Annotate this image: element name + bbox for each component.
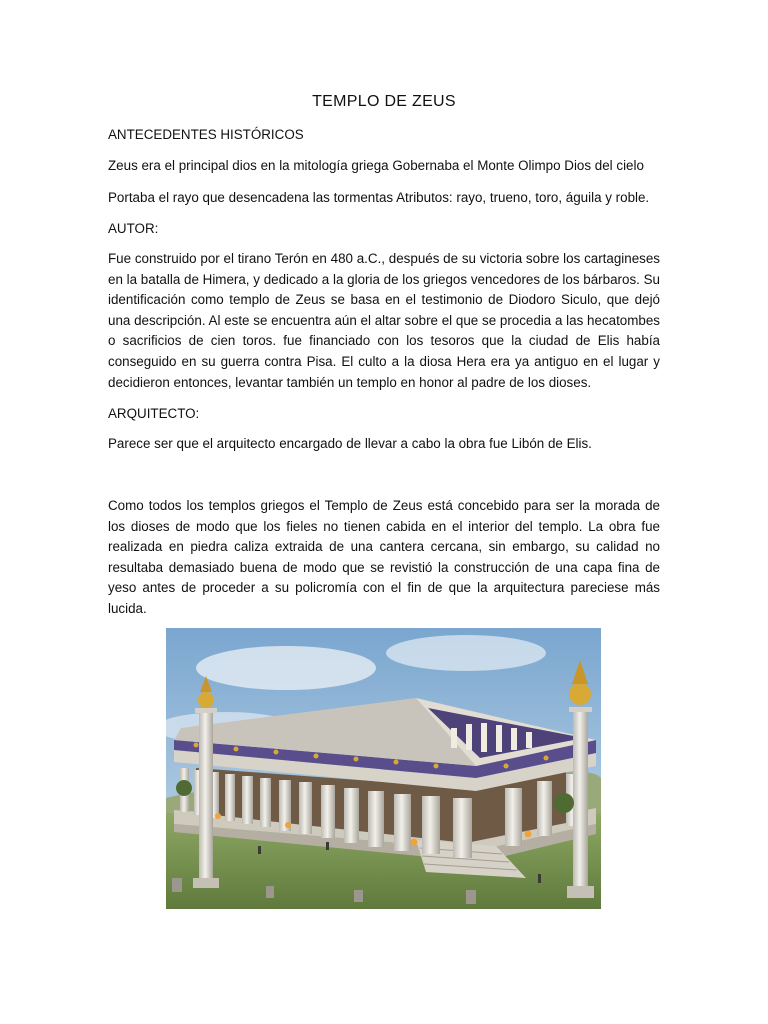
page-title: TEMPLO DE ZEUS — [312, 93, 456, 110]
paragraph-autor: Fue construido por el tirano Terón en 480 a.C., después de su victoria sobre los cartagineses en la batalla de Himera, y dedicado a la gloria de los griegos vencedores de los bárbaros. Su identificación como templo de Zeus se basa en el testimonio de Diodoro Siculo, que dejó una descripción. Al este se encuentra aún el altar sobre el que se procedia a las hecatombes o sacrificios de cien toros. fue financiado con los tesoros que la ciudad de Elis había conseguido en su guerra contra Pisa. El culto a la diosa Hera era ya antiguo en el lugar y decidieron entonces, levantar también un templo en honor al padre de los dioses. — [108, 251, 660, 390]
paragraph-arquitecto: Parece ser que el arquitecto encargado de llevar a cabo la obra fue Libón de Elis. — [108, 436, 592, 451]
paragraph-antecedentes-1: Zeus era el principal dios en la mitología griega Gobernaba el Monte Olimpo Dios del cielo — [108, 158, 644, 173]
heading-autor: AUTOR: — [108, 221, 159, 236]
temple-illustration — [166, 628, 601, 909]
heading-antecedentes: ANTECEDENTES HISTÓRICOS — [108, 127, 304, 142]
temple-image — [166, 628, 601, 909]
heading-arquitecto: ARQUITECTO: — [108, 406, 200, 421]
paragraph-antecedentes-2: Portaba el rayo que desencadena las tormentas Atributos: rayo, trueno, toro, águila y roble. — [108, 190, 650, 205]
paragraph-descripcion: Como todos los templos griegos el Templo de Zeus está concebido para ser la morada de los dioses de modo que los fieles no tienen cabida en el interior del templo. La obra fue realizada en piedra caliza extraida de una cantera cercana, sin embargo, su calidad no resultaba demasiado buena de modo que se revistió la construcción de una capa fina de yeso antes de proceder a su policromía con el fin de que la arquitectura pareciese más lucida. — [108, 498, 660, 616]
